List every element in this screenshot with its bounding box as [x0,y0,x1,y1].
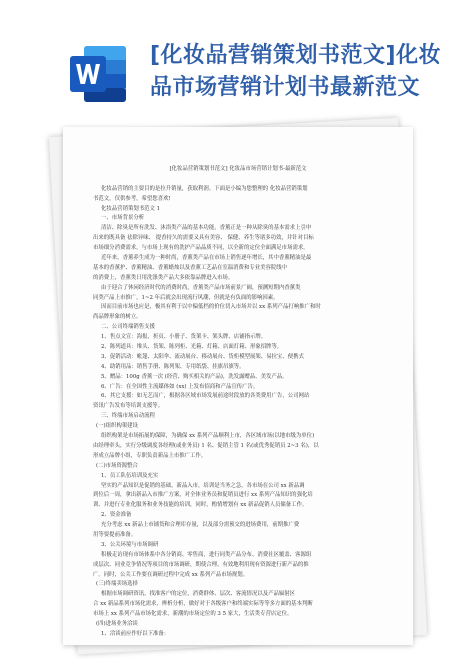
document-line: 组织构架是市场拓展的保障，为确保 xx 系列产品顺利上市，各区域市场(以地市级为单位) [101,433,315,440]
document-line: 书范文，仅供参考，希望您喜欢! [93,195,171,202]
document-line [93,175,383,185]
document-line: 近年来，香薰养生成为一种时尚，香薰类产品在市场上销售逐年增长，其中香薰精油是最 [101,255,312,262]
document-line: [化妆品营销策划书范文] 化妆品市场营销计划书-最新范文 [169,166,307,172]
document-page [63,127,413,645]
document-line: 到位后一周，拿出新品入市推广方案，对全体业务员和促销员进行 xx 系列产品知识的强化培 [93,492,313,499]
document-line: 1、员工队伍培训及充实 [101,472,159,479]
document-line: 成层次、同业竞争情况等项目的市场调研，期使合理、有效地利用现有资源进行新产品的推 [93,561,309,568]
document-line: 5、赠品：100g 香薰一次 (经营、购买相关的产品)，洗发露赠品、美发产品。 [101,373,288,380]
document-line: 1、洽谈前应作好以下准备： [101,630,170,637]
document-line: 充分考虑 xx 新品上市铺货和合理库存量，以及部分需预交的进场费用，前期推广费 [101,522,300,529]
document-body [93,165,383,640]
document-line: 2、陈列道具：堆头、货架、陈列柜、光箱、灯箱、店面灯箱、形象招牌等。 [101,344,283,351]
document-line: 训、并进行专业化服务和业务技能的培训，同时，酌情增划有 xx 新品促销人员储备工作。 [93,502,308,509]
document-line: (二)市场资源整合 [96,462,138,469]
document-line: 清洁、除臭是所有洗发、沐浴类产品的基本功能，香薰正是一种从除臭的基本需求上引申 [101,225,312,232]
document-line: 积极走访现有市场体系中各分销商、零售商，进行同类产品分布、消费社区覆盖、客源组 [101,551,312,558]
document-line: 资讯广告发布等培训支援等。 [93,403,164,410]
document-line: 一、市场背景分析 [101,215,145,222]
document-line: 同类产品上市推广，1~2 年后就会出现流行风潮，但就是有负面的影响因素。 [93,294,279,301]
document-line: (一)组织构架建设 [96,423,138,430]
document-line: 4、助销用品：销售手册、陈列架、专用纸袋、挂旗吊旗等。 [101,363,245,370]
word-icon [66,42,130,106]
document-line: 2、资金准备 [101,512,132,519]
page-title: [化妆品营销策划书范文]化妆品市场营销计划书最新范文 [150,43,442,100]
document-line: 市场细分消费需求，与市场上现有的洗护产品品质不同，以全新的定位全面满足市场需求。 [93,245,309,252]
document-line: 二、公司终端销售支援 [101,324,155,331]
document-line: 由经理牵头，实行分级调度各经理(或业务员) 1 名、促销主管 1 名(或优秀促销员 2~3 名)，以 [93,442,319,449]
document-line: 合 xx 新品系列市场化需求，辨析分析，做好对于各级客户和终端实际等等多方面的基本判断 [93,601,313,608]
document-line: (三)终端卖场选择 [96,581,138,588]
document-line: 广。同时，公关工作要在调研过程中完成 xx 系列产品市场规划。 [93,571,249,578]
document-line: 用等要提前准备。 [93,531,137,538]
document-line: 1、售点文宣：海报、折页、小册子、货架卡、架头牌、店铺指示牌。 [101,334,267,341]
document-line: 6、其它支援：如无艺而广，根据各区域市场发展前途时段放的各类费用广告，公司网站 [101,393,310,400]
document-line: 出来的既具备 祛除异味、 提香持久的需要又具有美容、 保健、养生等诸多功效，并针对目标 [93,235,314,242]
document-line: 基本的香薰护、香薰精油、香薰蜡烛以及香薰工艺品在室温消费和专业美容院线中 [93,264,288,271]
header [0,0,474,120]
document-line: 化妆品营销策划书范文 1 [101,205,161,212]
document-line: 根据市场调研资讯，找准客户的定位，消费群体、层次、客流情况以及产品辐射区 [101,591,296,598]
document-line: 3、促销活动：帐篷、太阳伞、流动展台、移动展台、货柜模型展架、易拉宝、便携式 [101,353,304,360]
document-line: 坚实的产品知识是促销的基础，新品入市，培训是当务之急，各市场在公司 xx 新品调 [101,482,305,489]
document-line: 三、终端市场启动流程 [101,413,155,420]
document-line: 6、广告：在全国性主流媒体如 (xx) 上发布招商和产品宣传广告。 [101,383,259,390]
document-line: 市场上 xx 系列产品市场化需求，新潮的市场定位的 3 5 家大，生活类专营店定位。 [93,611,293,618]
document-line: 由于迎合了休闲经济时代的消费时尚，香薰类产品市场前景广阔，预测短期内香薰类 [101,284,301,291]
document-line: (四)进场业务洽谈 [96,620,138,627]
document-line: 化妆品营销的主要目的是拉升销量，获取利润。下面是小编为您整理的 化妆品营销策划 [101,185,308,192]
document-line: 尚品牌形象的树立。 [93,314,142,321]
document-line: 形成立品牌小组，专职负责新品上市推广工作。 [93,452,207,459]
document-line: 3、公关环境与市场调研 [101,541,159,548]
document-line: 的消费上，香薰类日用洗涤类产品大多依靠品牌进入市场。 [93,274,234,281]
document-line: 因而目前市场也应是，极其有利于以中偏低档的价位切入市场并以 xx 系列产品打响推广和时 [101,304,321,311]
